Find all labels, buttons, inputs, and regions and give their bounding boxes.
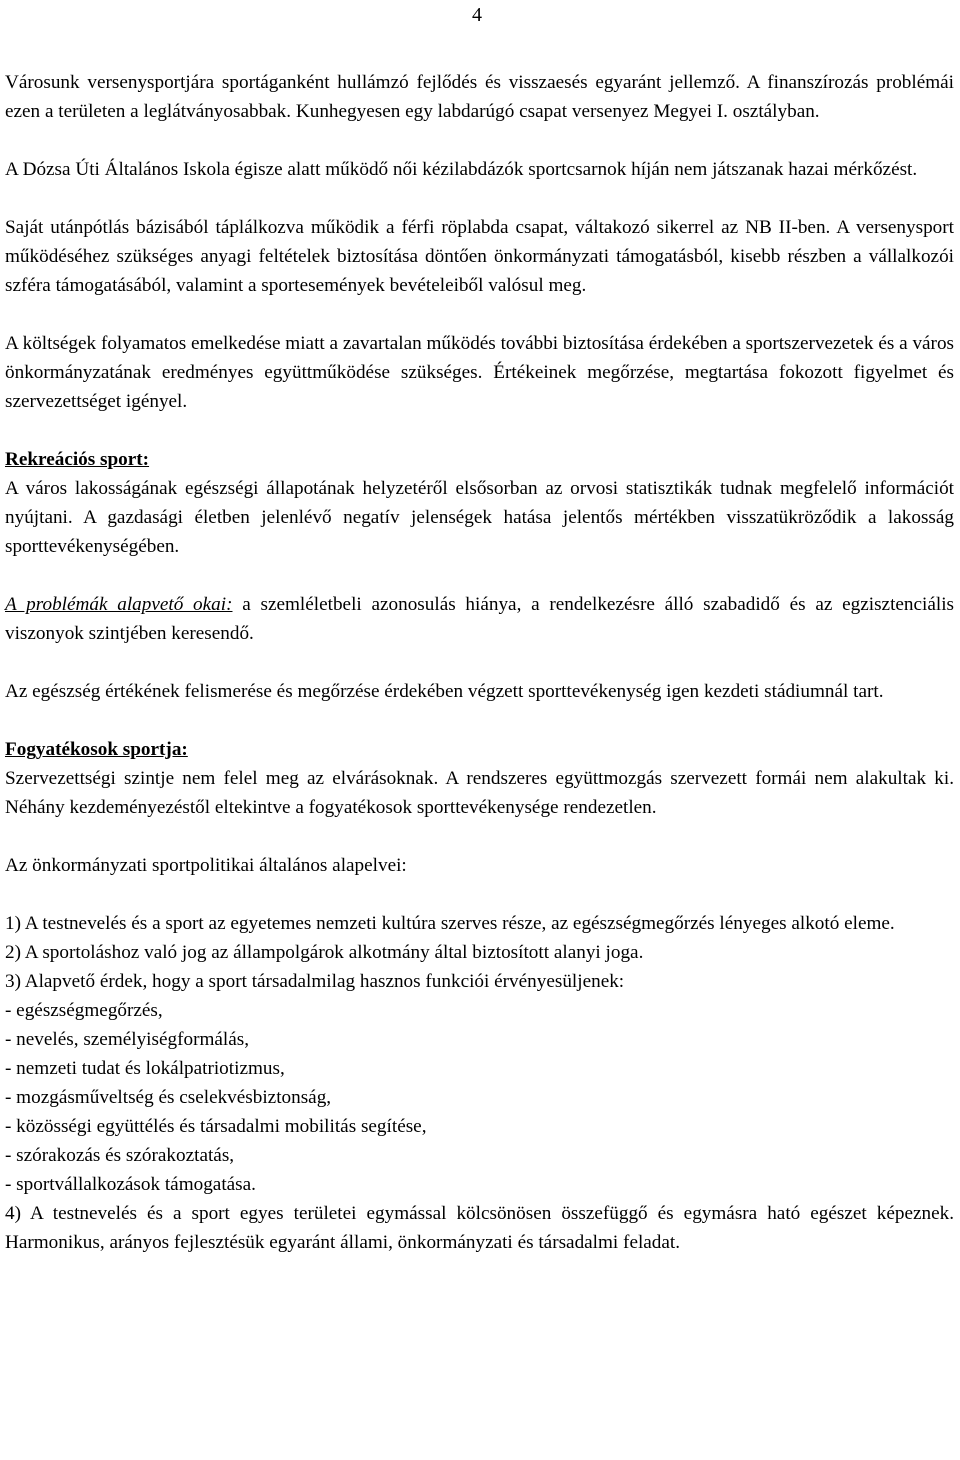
function-item: - szórakozás és szórakoztatás, <box>5 1145 235 1166</box>
principle-item-2: 2) A sportoláshoz való jog az állampolgárok alkotmány által biztosított alanyi joga. <box>5 942 644 963</box>
function-item: - mozgásműveltség és cselekvésbiztonság, <box>5 1087 332 1108</box>
principle-item-3: 3) Alapvető érdek, hogy a sport társadalmilag hasznos funkciói érvényesüljenek: <box>5 971 625 992</box>
functions-list <box>5 996 954 1199</box>
causes-label: A problémák alapvető okai: <box>5 594 233 615</box>
principle-item-1: 1) A testnevelés és a sport az egyetemes nemzeti kultúra szerves része, az egészségmegőrzés lényeges alkotó eleme. <box>5 913 895 934</box>
paragraph-costs: A költségek folyamatos emelkedése miatt a zavartalan működés további biztosítása érdekében a sportszervezetek és a város önkormányzatának eredményes együttműködése szükséges. Értékeinek megőrzése, megtartása fokozott figyelmet és szervezettséget igényel. <box>5 333 954 412</box>
function-item: - sportvállalkozások támogatása. <box>5 1174 256 1195</box>
heading-recreational-sport: Rekreációs sport: <box>5 449 150 470</box>
document-body <box>5 68 954 1257</box>
principle-item-4: 4) A testnevelés és a sport egyes területei egymással kölcsönösen összefüggő és egymásra ható egészet képeznek. Harmonikus, arányos fejlesztésük egyaránt állami, önkormányzati és társadalmi feladat. <box>5 1203 954 1253</box>
heading-disabled-sport: Fogyatékosok sportja: <box>5 739 188 760</box>
page-number: 4 <box>472 4 482 26</box>
causes-text: a szemléletbeli azonosulás hiánya, a rendelkezésre álló szabadidő és az egzisztenciális viszonyok szintjében keresendő. <box>5 594 954 644</box>
paragraph-recreational: A város lakosságának egészségi állapotának helyzetéről elsősorban az orvosi statisztikák tudnak megfelelő információt nyújtani. A gazdasági életben jelenlévő negatív jelenségek hatása jelentős mértékben visszatükröződik a lakosság sporttevékenységében. <box>5 478 954 557</box>
function-item: - egészségmegőrzés, <box>5 1000 163 1021</box>
function-item: - közösségi együttélés és társadalmi mobilitás segítése, <box>5 1116 427 1137</box>
function-item: - nemzeti tudat és lokálpatriotizmus, <box>5 1058 285 1079</box>
paragraph-disabled: Szervezettségi szintje nem felel meg az elvárásoknak. A rendszeres együttmozgás szervezett formái nem alakultak ki. Néhány kezdeményezéstől eltekintve a fogyatékosok sporttevékenysége rendezetlen. <box>5 768 954 818</box>
function-item: - nevelés, személyiségformálás, <box>5 1029 250 1050</box>
paragraph-handball: A Dózsa Úti Általános Iskola égisze alatt működő női kézilabdázók sportcsarnok híján nem játszanak hazai mérkőzést. <box>5 159 918 180</box>
paragraph-volleyball: Saját utánpótlás bázisából táplálkozva működik a férfi röplabda csapat, váltakozó sikerrel az NB II-ben. A versenysport működéséhez szükséges anyagi feltételek biztosítása döntően önkormányzati támogatásból, kisebb részben a vállalkozói szféra támogatásából, valamint a sportesemények bevételeiből valósul meg. <box>5 217 954 296</box>
paragraph-causes <box>5 590 954 648</box>
paragraph-competitive-sport: Városunk versenysportjára sportáganként hullámzó fejlődés és visszaesés egyaránt jellemző. A finanszírozás problémái ezen a területen a leglátványosabbak. Kunhegyesen egy labdarúgó csapat versenyez Megyei I. osztályban. <box>5 72 954 122</box>
paragraph-health: Az egészség értékének felismerése és megőrzése érdekében végzett sporttevékenység igen kezdeti stádiumnál tart. <box>5 681 884 702</box>
principles-intro: Az önkormányzati sportpolitikai általános alapelvei: <box>5 855 407 876</box>
